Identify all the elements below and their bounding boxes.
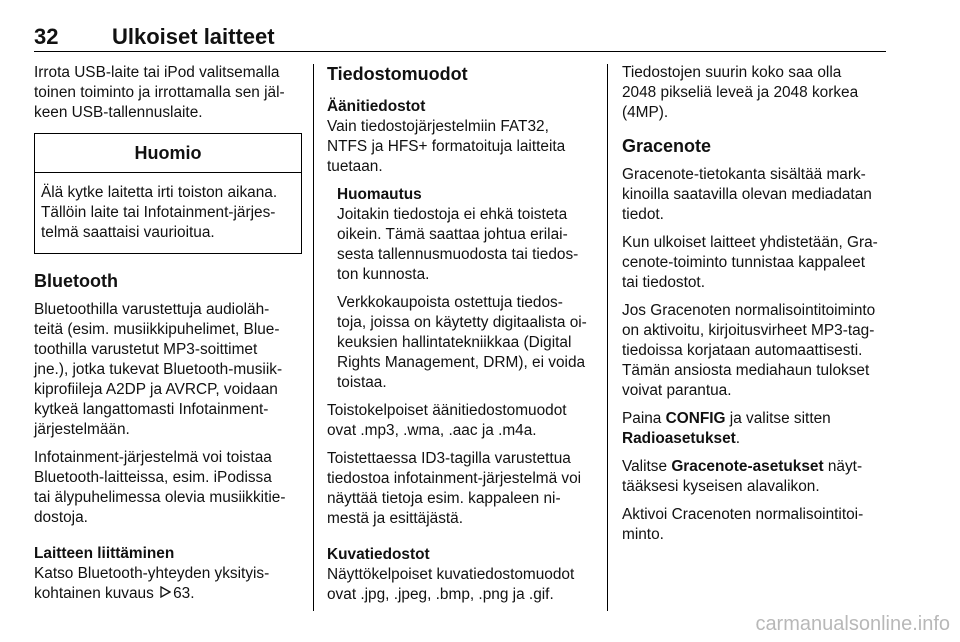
usb-remove-paragraph: Irrota USB-laite tai iPod valitsemalla toinen toiminto ja irrottamalla sen jäl‐ keen USB-tallennuslaite. bbox=[34, 64, 285, 121]
note-paragraph-1: Joitakin tiedostoja ei ehkä toisteta oikein. Tämä saattaa johtua erilai‐ sesta tallennusmuodosta tai tiedos‐ ton kunnosta. bbox=[337, 206, 579, 283]
notice-body: Älä kytke laitetta irti toiston aikana. Tällöin laite tai Infotainment-järjes‐ telmä saattaisi vaurioitua. bbox=[41, 184, 278, 241]
gracenote-settings-prefix: Valitse bbox=[622, 458, 672, 475]
id3-paragraph: Toistettaessa ID3-tagilla varustettua tiedostoa infotainment-järjestelmä voi näyttää tietoja esim. kappaleen ni‐ mestä ja esittäjästä. bbox=[327, 450, 582, 527]
page-reference-icon bbox=[160, 584, 171, 604]
config-mid-text: ja valitse sitten bbox=[725, 410, 831, 427]
column-divider-2 bbox=[607, 64, 608, 611]
max-size-paragraph: Tiedostojen suurin koko saa olla 2048 pikseliä leveä ja 2048 korkea (4MP). bbox=[622, 64, 859, 121]
connect-device-paragraph bbox=[34, 564, 302, 604]
file-formats-heading: Tiedostomuodot bbox=[327, 64, 468, 84]
note-heading: Huomautus bbox=[337, 186, 422, 203]
gracenote-settings-label: Gracenote-asetukset bbox=[671, 458, 824, 475]
config-prefix: Paina bbox=[622, 410, 666, 427]
config-button-label: CONFIG bbox=[665, 410, 726, 427]
audio-formats-paragraph: Toistokelpoiset äänitiedostomuodot ovat .mp3, .wma, .aac ja .m4a. bbox=[327, 402, 567, 439]
connect-device-text: Katso Bluetooth-yhteyden yksityis‐ kohtainen kuvaus bbox=[34, 565, 270, 603]
radio-settings-label: Radioasetukset bbox=[622, 430, 736, 447]
column-3 bbox=[622, 63, 890, 553]
image-files-paragraph: Näyttökelpoiset kuvatiedostomuodot ovat .jpg, .jpeg, .bmp, .png ja .gif. bbox=[327, 566, 575, 603]
activate-normalization-paragraph: Aktivoi Cracenoten normalisointitoi‐ minto. bbox=[622, 506, 864, 543]
page-reference-suffix: . bbox=[190, 585, 195, 603]
bluetooth-paragraph-2: Infotainment-järjestelmä voi toistaa Bluetooth-laitteissa, esim. iPodissa tai älypuhelimessa olevia musiikkitie‐ dostoja. bbox=[34, 449, 286, 526]
image-files-heading: Kuvatiedostot bbox=[327, 546, 430, 563]
config-suffix: . bbox=[735, 430, 741, 447]
bluetooth-heading: Bluetooth bbox=[34, 271, 118, 291]
notice-title: Huomio bbox=[35, 134, 301, 173]
gracenote-paragraph-3: Jos Gracenoten normalisointitoiminto on aktivoitu, kirjoitusvirheet MP3-tag‐ tiedoissa korjataan automaattisesti. Tämän ansiosta mediahaun tulokset voivat parantua. bbox=[622, 302, 876, 399]
gracenote-paragraph-2: Kun ulkoiset laitteet yhdistetään, Gra‐ cenote-toiminto tunnistaa kappaleet tai tiedostot. bbox=[622, 234, 878, 291]
audio-files-heading: Äänitiedostot bbox=[327, 98, 426, 115]
config-instruction-paragraph bbox=[622, 409, 890, 449]
page-number: 32 bbox=[34, 24, 59, 49]
gracenote-paragraph-1: Gracenote-tietokanta sisältää mark‐ kinoilla saatavilla olevan mediadatan tiedot. bbox=[622, 166, 872, 223]
column-2 bbox=[327, 63, 595, 613]
page-reference-number[interactable]: 63 bbox=[173, 585, 191, 603]
notice-box bbox=[34, 133, 302, 254]
page-heading: Ulkoiset laitteet bbox=[112, 24, 275, 49]
column-1 bbox=[34, 63, 302, 612]
audio-files-paragraph: Vain tiedostojärjestelmiin FAT32, NTFS ja HFS+ formatoituja laitteita tuetaan. bbox=[327, 118, 566, 175]
gracenote-settings-rest: näyt‐ tääksesi kyseisen alavalikon. bbox=[622, 458, 863, 495]
connect-device-heading: Laitteen liittäminen bbox=[34, 545, 175, 562]
note-paragraph-2: Verkkokaupoista ostettuja tiedos‐ toja, joissa on käytetty digitaalista oi‐ keuksien hallintatekniikkaa (Digital Rights Management, DRM), ei voida toistaa. bbox=[337, 294, 587, 391]
watermark: carmanualsonline.info bbox=[755, 613, 950, 635]
gracenote-heading: Gracenote bbox=[622, 136, 712, 156]
note-block bbox=[327, 185, 595, 393]
bluetooth-paragraph-1: Bluetoothilla varustettuja audioläh‐ teitä (esim. musiikkipuhelimet, Blue‐ toothilla varustetut MP3-soittimet jne.), jotka tukevat Bluetooth-musiik‐ kiprofiileja A2DP ja AVRCP, voidaan kytkeä langattomasti Infotainment- järjestelmään. bbox=[34, 301, 283, 438]
column-divider-1 bbox=[313, 64, 314, 611]
header-rule bbox=[34, 51, 886, 52]
gracenote-settings-paragraph bbox=[622, 457, 890, 497]
